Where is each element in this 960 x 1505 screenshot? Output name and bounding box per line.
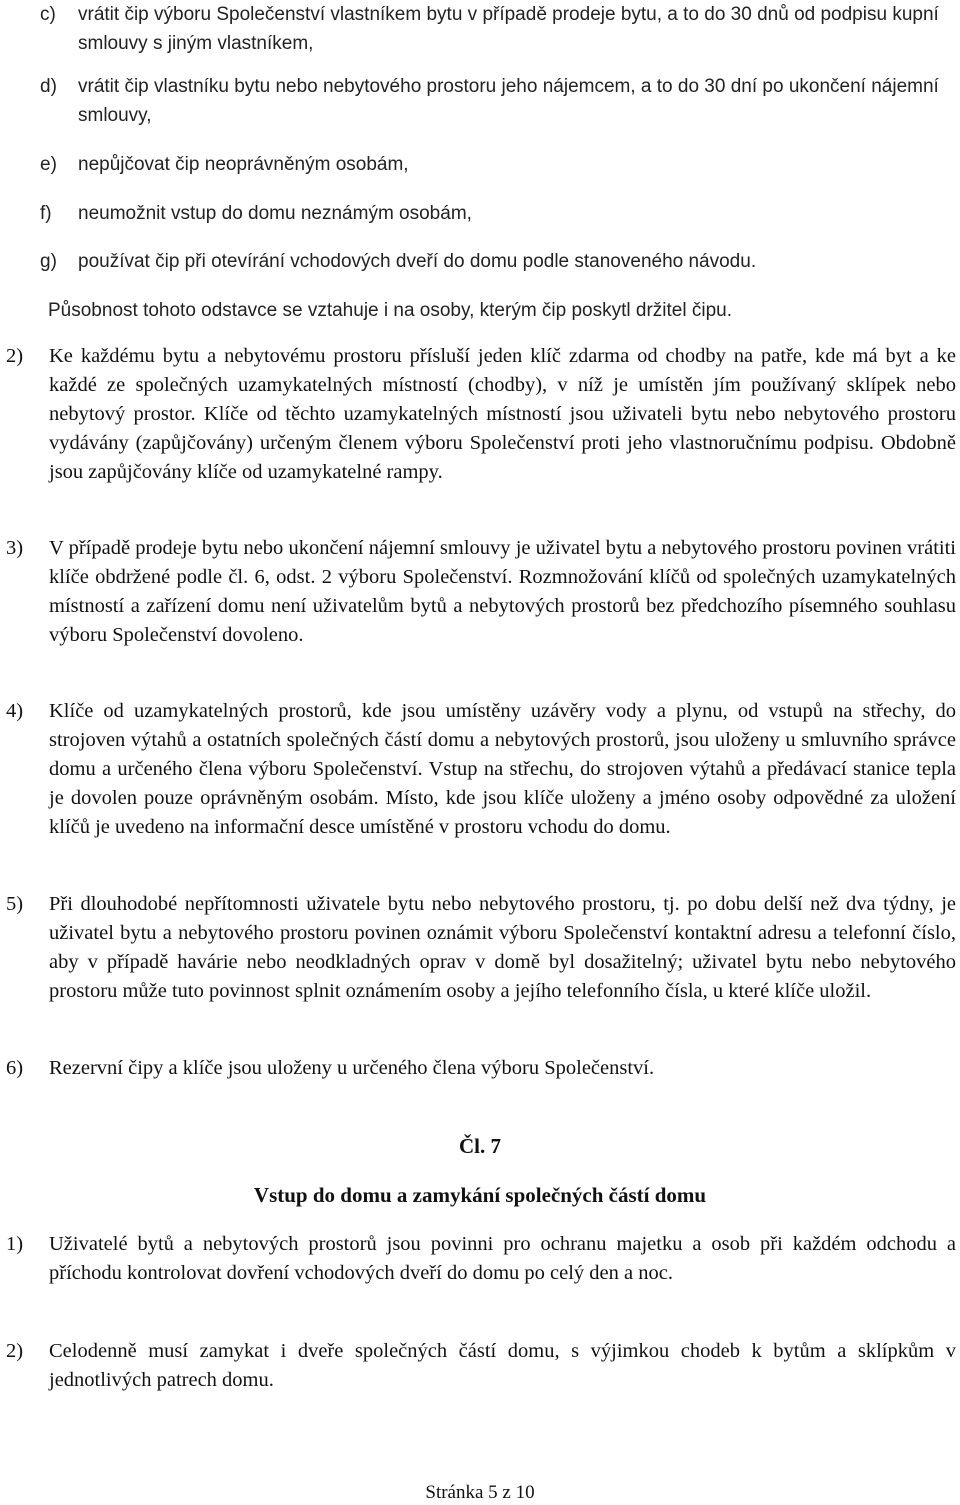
numbered-paragraph [6,1230,956,1288]
paragraph-text: Ke každému bytu a nebytovému prostoru přísluší jeden klíč zdarma od chodby na patře, kde má byt a ke každé ze společných uzamykatelných místností (chodby), v níž je umístěn jím používaný sklípek nebo nebytový prostor. Klíče od těchto uzamykatelných místností jsou uživateli bytu nebo nebytového prostoru vydávány (zapůjčovány) určeným členem výboru Společenství proti jeho vlastnoručnímu podpisu. Obdobně jsou zapůjčovány klíče od uzamykatelné rampy. [49,345,956,483]
numbered-paragraph [6,697,956,842]
paragraph-number: 4) [6,700,24,722]
article-number: Čl. 7 [459,1134,501,1158]
paragraph-number: 2) [6,345,24,367]
list-item-text: neumožnit vstup do domu neznámým osobám, [78,203,472,224]
list-marker: g) [40,251,57,272]
list-item [40,247,960,276]
paragraph-text: Při dlouhodobé nepřítomnosti uživatele bytu nebo nebytového prostoru, tj. po dobu delší než dva týdny, je uživatel bytu a nebytového prostoru povinen oznámit výboru Společenství kontaktní adresu a telefonní číslo, aby v případě havárie nebo neodkladných oprav v domě byl dosažitelný; uživatel bytu nebo nebytového prostoru může tuto povinnost splnit oznámením osoby a jejího telefonního čísla, u které klíče uložil. [49,893,956,1002]
list-marker: e) [40,154,57,175]
paragraph-text: V případě prodeje bytu nebo ukončení nájemní smlouvy je uživatel bytu a nebytového prostoru povinen vrátiti klíče obdržené podle čl. 6, odst. 2 výboru Společenství. Rozmnožování klíčů od společných uzamykatelných místností a zařízení domu není uživatelům bytů a nebytových prostorů bez předchozího písemného souhlasu výboru Společenství dovoleno. [49,537,956,646]
paragraph-number: 2) [6,1340,24,1362]
list-item-text: používat čip při otevírání vchodových dveří do domu podle stanoveného návodu. [78,251,757,272]
article-title: Vstup do domu a zamykání společných částí domu [253,1183,707,1207]
numbered-paragraph [6,890,956,1006]
paragraph-number: 6) [6,1057,24,1079]
list-item [40,72,960,130]
page-footer: Stránka 5 z 10 [425,1482,535,1503]
paragraph-text: Celodenně musí zamykat i dveře společných částí domu, s výjimkou chodeb k bytům a sklípkům v jednotlivých patrech domu. [49,1340,956,1391]
list-item [40,199,960,228]
paragraph-text: Uživatelé bytů a nebytových prostorů jsou povinni pro ochranu majetku a osob při každém odchodu a příchodu kontrolovat dovření vchodových dveří do domu po celý den a noc. [49,1233,956,1284]
numbered-paragraph [6,1337,956,1395]
numbered-paragraph [6,1054,956,1083]
list-item-text: vrátit čip vlastníku bytu nebo nebytového prostoru jeho nájemcem, a to do 30 dní po ukončení nájemní smlouvy, [78,76,939,126]
scope-note: Působnost tohoto odstavce se vztahuje i na osoby, kterým čip poskytl držitel čipu. [48,300,732,321]
list-marker: c) [40,4,56,25]
list-marker: d) [40,76,57,97]
paragraph-text: Klíče od uzamykatelných prostorů, kde jsou umístěny uzávěry vody a plynu, od vstupů na střechy, do strojoven výtahů a ostatních společných částí domu a nebytových prostorů, jsou uloženy u smluvního správce domu a určeného člena výboru Společenství. Vstup na střechu, do strojoven výtahů a předávací stanice tepla je dovolen pouze oprávněným osobám. Místo, kde jsou klíče uloženy a jméno osoby odpovědné za uložení klíčů je uvedeno na informační desce umístěné v prostoru vchodu do domu. [49,700,956,838]
list-item [40,150,960,179]
list-marker: f) [40,203,52,224]
paragraph-number: 3) [6,537,24,559]
list-item-text: nepůjčovat čip neoprávněným osobám, [78,154,409,175]
paragraph-number: 5) [6,893,24,915]
list-item [40,0,960,58]
paragraph-number: 1) [6,1233,24,1255]
numbered-paragraph [6,342,956,487]
paragraph-text: Rezervní čipy a klíče jsou uloženy u určeného člena výboru Společenství. [49,1057,655,1079]
numbered-paragraph [6,534,956,650]
list-item-text: vrátit čip výboru Společenství vlastníkem bytu v případě prodeje bytu, a to do 30 dnů od podpisu kupní smlouvy s jiným vlastníkem, [78,4,939,54]
